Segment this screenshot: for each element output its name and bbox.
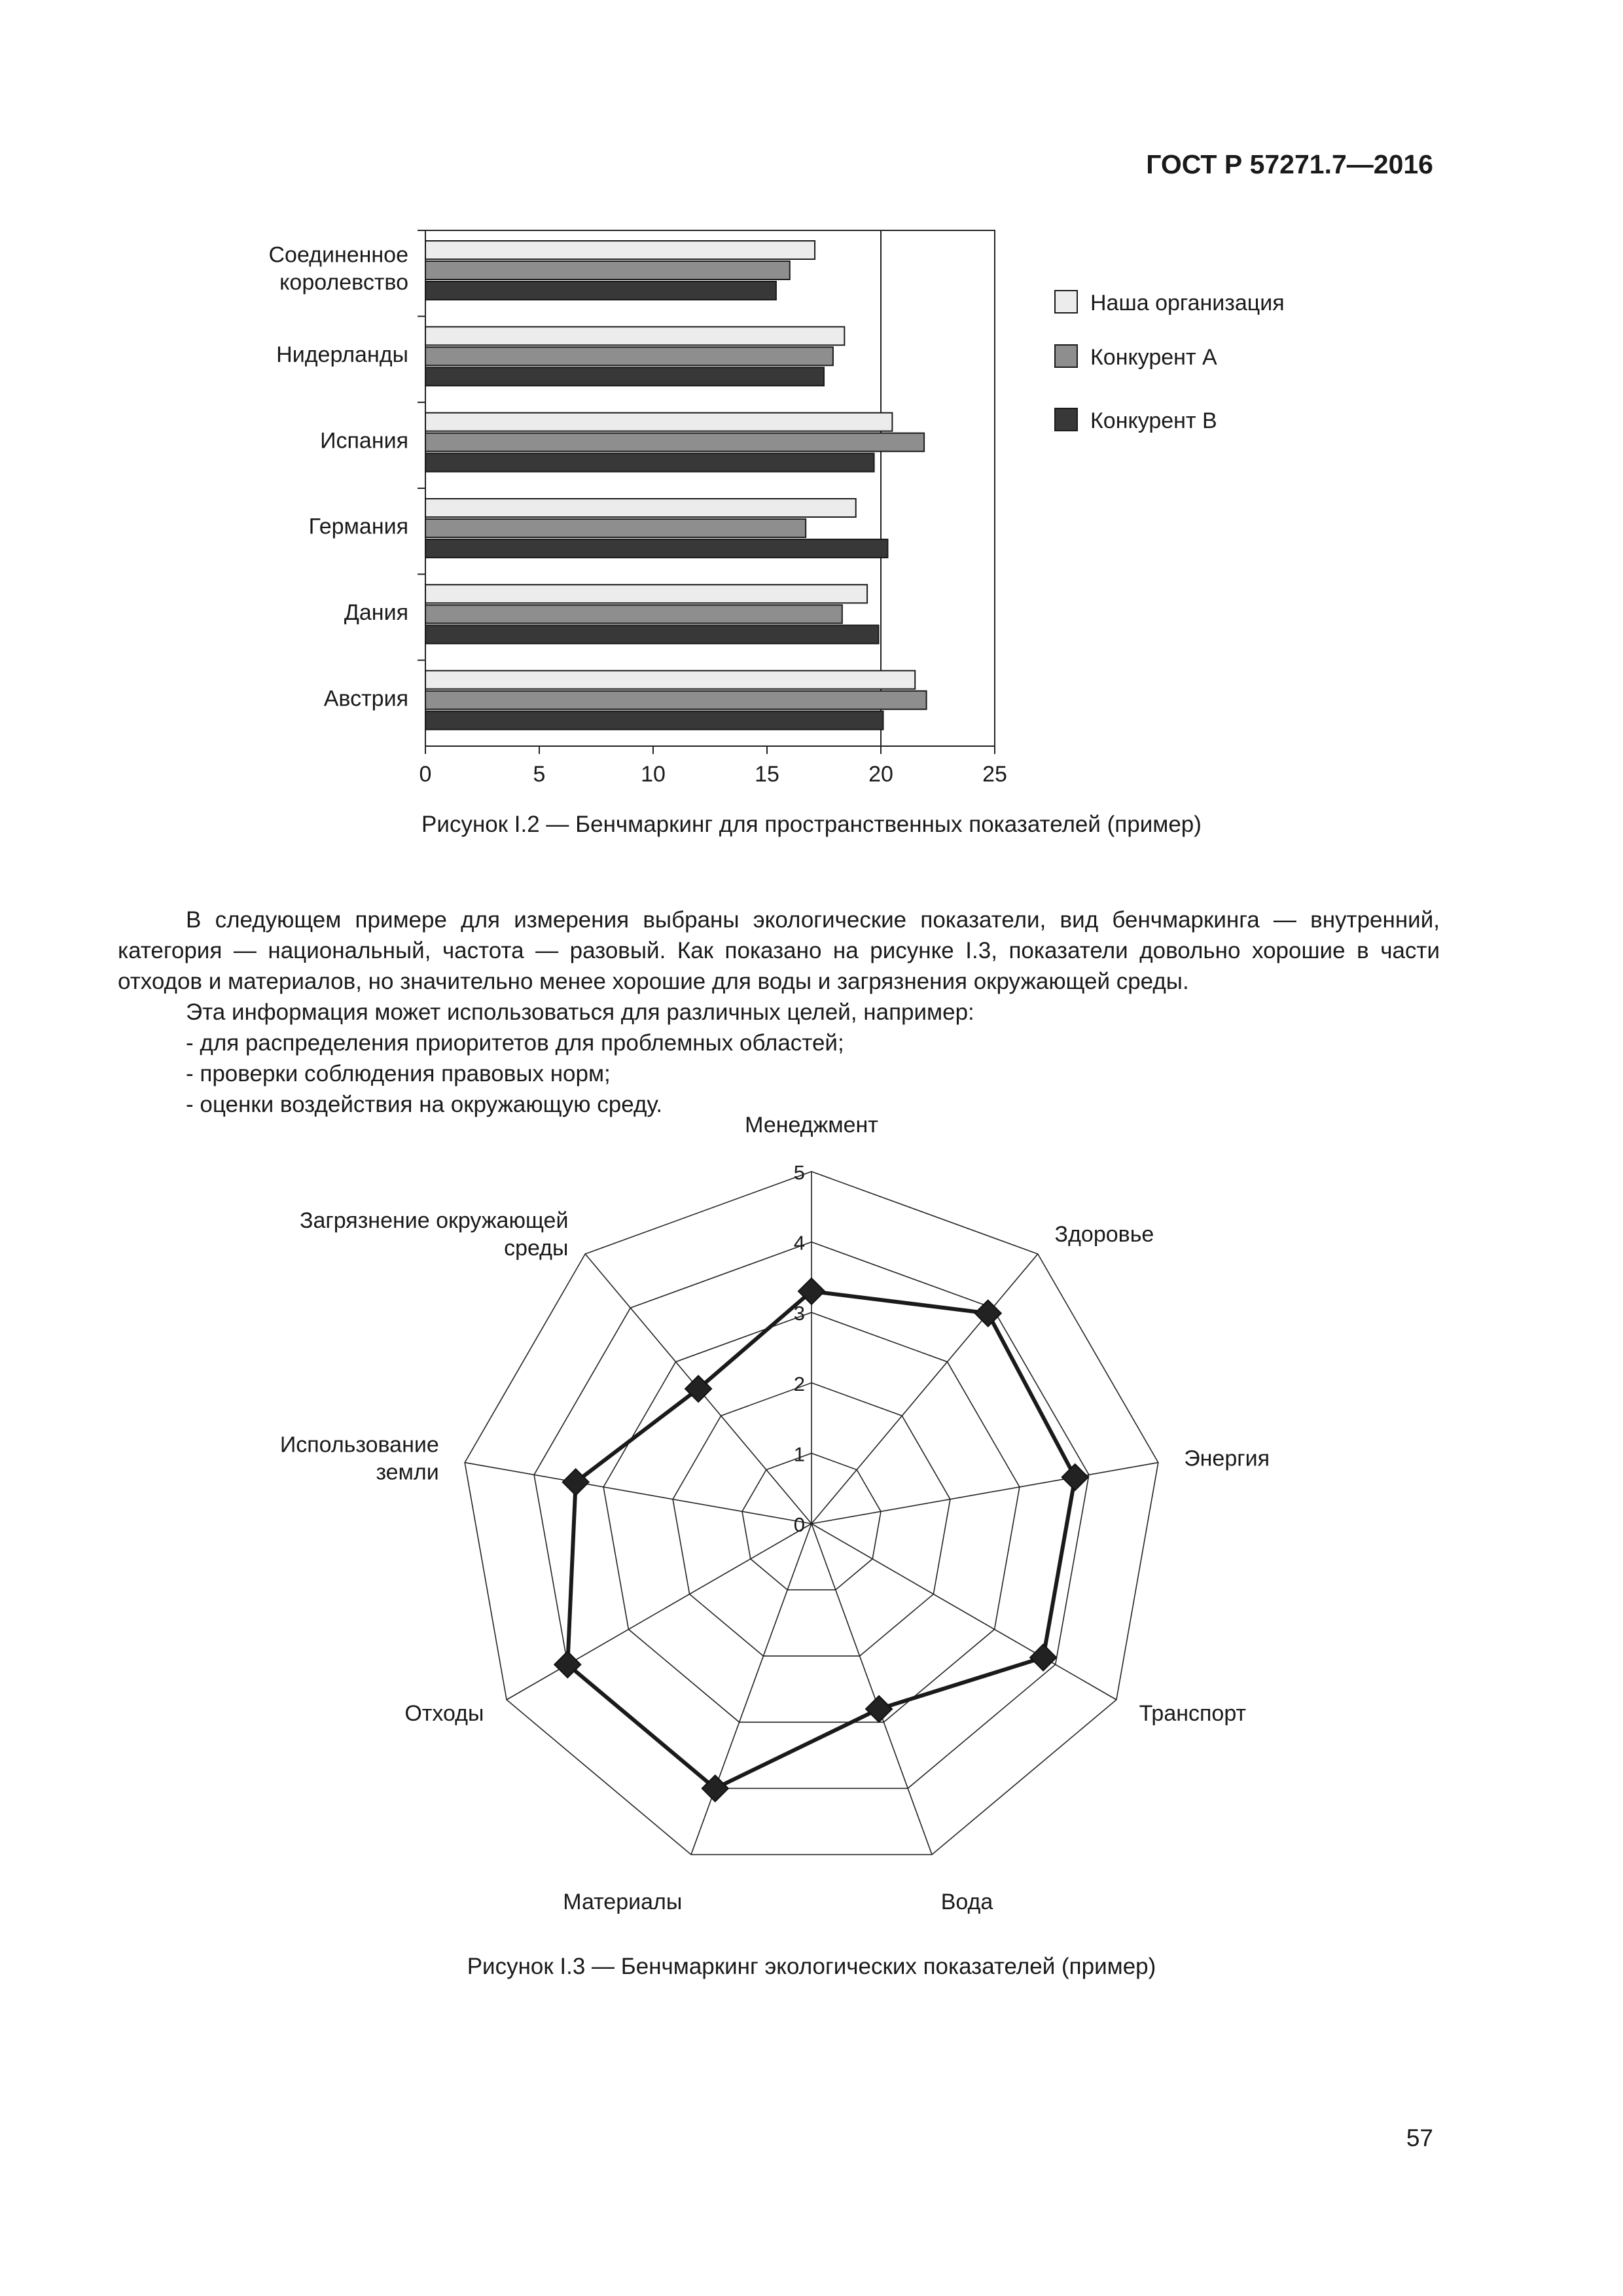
- axis-label-line: земли: [376, 1460, 439, 1485]
- bar: [425, 625, 879, 643]
- category-label-line: Дания: [344, 600, 408, 625]
- category-label: [309, 514, 408, 539]
- x-tick-label: 0: [419, 762, 432, 787]
- axis-label-line: Загрязнение окружающей: [299, 1208, 569, 1234]
- category-label-line: Нидерланды: [276, 342, 408, 367]
- category-label: [268, 243, 408, 295]
- bar-chart: [0, 196, 1623, 812]
- bar: [425, 241, 815, 259]
- axis-label-line: Вода: [940, 1890, 993, 1915]
- axis-label-line: среды: [504, 1236, 569, 1261]
- paragraph-1: В следующем примере для измерения выбраны экологические показатели, вид бенчмаркинга — внутренний, категория — национальный, частота — разовый. Как показано на рисунке I.3, показатели довольно хорошие в части отходов и материалов, но значительно менее хорошие для воды и загрязнения окружающей среды.: [118, 907, 1440, 994]
- data-point-marker: [1062, 1464, 1088, 1490]
- axis-label: [1055, 1222, 1154, 1247]
- legend-label: Конкурент А: [1090, 345, 1217, 370]
- x-tick-label: 20: [868, 762, 893, 787]
- figure-1-caption: Рисунок I.2 — Бенчмаркинг для пространственных показателей (пример): [421, 812, 1202, 837]
- body-text: [118, 905, 1440, 1120]
- bar: [425, 605, 842, 623]
- bar: [425, 327, 844, 345]
- data-series-line: [567, 1291, 1075, 1788]
- category-label-line: Соединенное: [268, 242, 408, 268]
- radial-tick-label: 3: [793, 1302, 805, 1325]
- bullet-list: [118, 1028, 1440, 1120]
- axis-label-line: Транспорт: [1139, 1701, 1247, 1726]
- category-label-line: королевство: [279, 270, 408, 295]
- bullet-item: - оценки воздействия на окружающую среду.: [118, 1089, 1440, 1120]
- x-tick-label: 5: [533, 762, 546, 787]
- x-tick-label: 25: [982, 762, 1007, 787]
- axis-label: [300, 1208, 569, 1261]
- axis-label: [941, 1890, 993, 1914]
- bar: [425, 691, 927, 709]
- axis-label: [404, 1701, 484, 1726]
- bar: [425, 671, 915, 689]
- axis-label-line: Здоровье: [1054, 1222, 1154, 1247]
- axis-label: [1139, 1701, 1247, 1726]
- category-label-line: Испания: [320, 428, 408, 454]
- x-tick-label: 10: [641, 762, 666, 787]
- bar: [425, 281, 776, 300]
- radar-spoke: [812, 1524, 1116, 1700]
- radar-spoke: [691, 1524, 812, 1855]
- category-label: [276, 342, 408, 367]
- bar: [425, 539, 887, 558]
- legend-label: Наша организация: [1090, 291, 1285, 315]
- bar: [425, 454, 874, 472]
- bullet-item: - проверки соблюдения правовых норм;: [118, 1058, 1440, 1089]
- legend-swatch: [1055, 291, 1077, 313]
- radar-spoke: [812, 1524, 932, 1855]
- document-standard-code: ГОСТ Р 57271.7—2016: [1146, 149, 1433, 179]
- bar: [425, 413, 892, 431]
- radar-spoke: [465, 1463, 812, 1524]
- category-label: [324, 686, 408, 711]
- page-number: 57: [1406, 2125, 1433, 2151]
- radial-tick-label: 5: [793, 1161, 805, 1184]
- category-label: [320, 428, 408, 453]
- data-point-marker: [975, 1300, 1001, 1327]
- paragraph-2: Эта информация может использоваться для различных целей, например:: [186, 999, 974, 1025]
- bar: [425, 261, 790, 279]
- bullet-item: - для распределения приоритетов для проблемных областей;: [118, 1028, 1440, 1058]
- radar-spoke: [507, 1524, 812, 1700]
- legend-label: Конкурент В: [1090, 408, 1217, 433]
- axis-label-line: Менеджмент: [745, 1113, 878, 1138]
- plot-frame: [425, 230, 995, 746]
- radar-chart: [0, 1113, 1623, 1931]
- bar: [425, 584, 867, 603]
- figure-2-caption: Рисунок I.3 — Бенчмаркинг экологических показателей (пример): [467, 1954, 1156, 1979]
- bar: [425, 367, 824, 386]
- axis-label: [1184, 1446, 1270, 1471]
- axis-label-line: Отходы: [404, 1701, 484, 1726]
- axis-label: [563, 1890, 682, 1914]
- bar: [425, 499, 856, 517]
- axis-label: [745, 1113, 878, 1138]
- axis-label-line: Использование: [279, 1432, 439, 1458]
- axis-label-line: Энергия: [1184, 1446, 1270, 1471]
- axis-label-line: Материалы: [563, 1890, 683, 1915]
- category-label-line: Германия: [308, 514, 408, 539]
- radial-tick-label: 2: [793, 1372, 805, 1395]
- axis-label: [280, 1433, 439, 1485]
- bar: [425, 711, 883, 730]
- radial-tick-label: 4: [793, 1231, 805, 1255]
- radial-tick-label: 0: [793, 1513, 805, 1536]
- radar-spoke: [812, 1463, 1158, 1524]
- bar: [425, 519, 806, 537]
- radial-tick-label: 1: [793, 1443, 805, 1466]
- x-tick-label: 15: [755, 762, 779, 787]
- category-label-line: Австрия: [323, 686, 408, 711]
- category-label: [344, 600, 408, 625]
- legend-swatch: [1055, 408, 1077, 431]
- bar: [425, 433, 924, 452]
- bar: [425, 347, 833, 365]
- legend-swatch: [1055, 345, 1077, 367]
